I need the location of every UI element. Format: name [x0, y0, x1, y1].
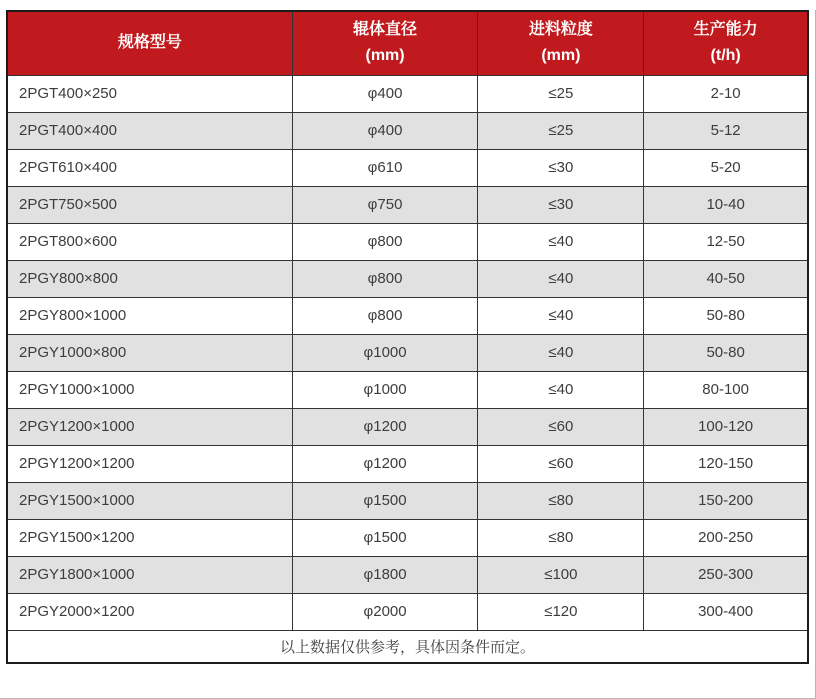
table-row: [7, 334, 808, 371]
cell-roller-diameter: φ800: [292, 260, 478, 297]
cell-roller-diameter: φ1500: [292, 519, 478, 556]
cell-model: 2PGY1000×1000: [7, 371, 292, 408]
cell-feed-size: ≤30: [478, 149, 644, 186]
cell-capacity: 100-120: [644, 408, 808, 445]
table-row: [7, 75, 808, 112]
table-row: [7, 112, 808, 149]
table-footer: [7, 630, 808, 663]
cell-model: 2PGY1000×800: [7, 334, 292, 371]
cell-capacity: 250-300: [644, 556, 808, 593]
cell-feed-size: ≤60: [478, 445, 644, 482]
table-header: [7, 11, 808, 75]
cell-model: 2PGT400×250: [7, 75, 292, 112]
footer-row: [7, 630, 808, 663]
header-label-capacity: 生产能力: [693, 21, 758, 39]
cell-feed-size: ≤25: [478, 75, 644, 112]
cell-capacity: 120-150: [644, 445, 808, 482]
cell-model: 2PGY1200×1000: [7, 408, 292, 445]
header-label-feed-size: 进料粒度: [528, 21, 593, 39]
table-body: [7, 75, 808, 630]
table-row: [7, 482, 808, 519]
cell-model: 2PGT750×500: [7, 186, 292, 223]
table-row: [7, 371, 808, 408]
table-row: [7, 556, 808, 593]
table-row: [7, 186, 808, 223]
table-row: [7, 149, 808, 186]
cell-model: 2PGY1500×1000: [7, 482, 292, 519]
cell-capacity: 10-40: [644, 186, 808, 223]
cell-model: 2PGY1200×1200: [7, 445, 292, 482]
table-row: [7, 223, 808, 260]
cell-roller-diameter: φ400: [292, 75, 478, 112]
header-cell-feed-size: [478, 11, 644, 75]
cell-feed-size: ≤40: [478, 371, 644, 408]
cell-capacity: 150-200: [644, 482, 808, 519]
cell-roller-diameter: φ1500: [292, 482, 478, 519]
cell-roller-diameter: φ400: [292, 112, 478, 149]
cell-roller-diameter: φ610: [292, 149, 478, 186]
header-unit-capacity: (t/h): [710, 47, 741, 65]
header-cell-capacity: [644, 11, 808, 75]
header-label-roller-diameter: 辊体直径: [353, 21, 418, 39]
cell-roller-diameter: φ1200: [292, 445, 478, 482]
cell-feed-size: ≤40: [478, 334, 644, 371]
cell-feed-size: ≤30: [478, 186, 644, 223]
table-row: [7, 260, 808, 297]
cell-capacity: 50-80: [644, 297, 808, 334]
footer-note: 以上数据仅供参考，具体因条件而定。: [7, 630, 808, 663]
cell-roller-diameter: φ750: [292, 186, 478, 223]
cell-feed-size: ≤80: [478, 482, 644, 519]
cell-model: 2PGY1800×1000: [7, 556, 292, 593]
cell-feed-size: ≤60: [478, 408, 644, 445]
cell-model: 2PGT400×400: [7, 112, 292, 149]
cell-roller-diameter: φ1800: [292, 556, 478, 593]
cell-capacity: 12-50: [644, 223, 808, 260]
cell-model: 2PGT800×600: [7, 223, 292, 260]
cell-roller-diameter: φ800: [292, 223, 478, 260]
cell-roller-diameter: φ1000: [292, 334, 478, 371]
spec-table: [6, 10, 809, 664]
header-unit-roller-diameter: (mm): [365, 47, 405, 65]
cell-model: 2PGY2000×1200: [7, 593, 292, 630]
cell-roller-diameter: φ1200: [292, 408, 478, 445]
header-label-model: 规格型号: [117, 34, 182, 52]
cell-model: 2PGY1500×1200: [7, 519, 292, 556]
cell-capacity: 5-20: [644, 149, 808, 186]
page: [0, 10, 816, 699]
header-unit-feed-size: (mm): [541, 47, 581, 65]
cell-capacity: 300-400: [644, 593, 808, 630]
cell-capacity: 200-250: [644, 519, 808, 556]
table-row: [7, 297, 808, 334]
cell-model: 2PGY800×800: [7, 260, 292, 297]
cell-roller-diameter: φ800: [292, 297, 478, 334]
cell-feed-size: ≤100: [478, 556, 644, 593]
cell-feed-size: ≤25: [478, 112, 644, 149]
cell-feed-size: ≤80: [478, 519, 644, 556]
cell-feed-size: ≤40: [478, 297, 644, 334]
cell-feed-size: ≤40: [478, 260, 644, 297]
cell-capacity: 50-80: [644, 334, 808, 371]
table-row: [7, 519, 808, 556]
cell-capacity: 5-12: [644, 112, 808, 149]
cell-capacity: 40-50: [644, 260, 808, 297]
cell-capacity: 2-10: [644, 75, 808, 112]
header-row: [7, 11, 808, 75]
table-row: [7, 408, 808, 445]
cell-roller-diameter: φ1000: [292, 371, 478, 408]
cell-feed-size: ≤40: [478, 223, 644, 260]
cell-roller-diameter: φ2000: [292, 593, 478, 630]
cell-capacity: 80-100: [644, 371, 808, 408]
header-cell-model: [7, 11, 292, 75]
header-cell-roller-diameter: [292, 11, 478, 75]
cell-feed-size: ≤120: [478, 593, 644, 630]
cell-model: 2PGY800×1000: [7, 297, 292, 334]
table-row: [7, 445, 808, 482]
cell-model: 2PGT610×400: [7, 149, 292, 186]
table-row: [7, 593, 808, 630]
